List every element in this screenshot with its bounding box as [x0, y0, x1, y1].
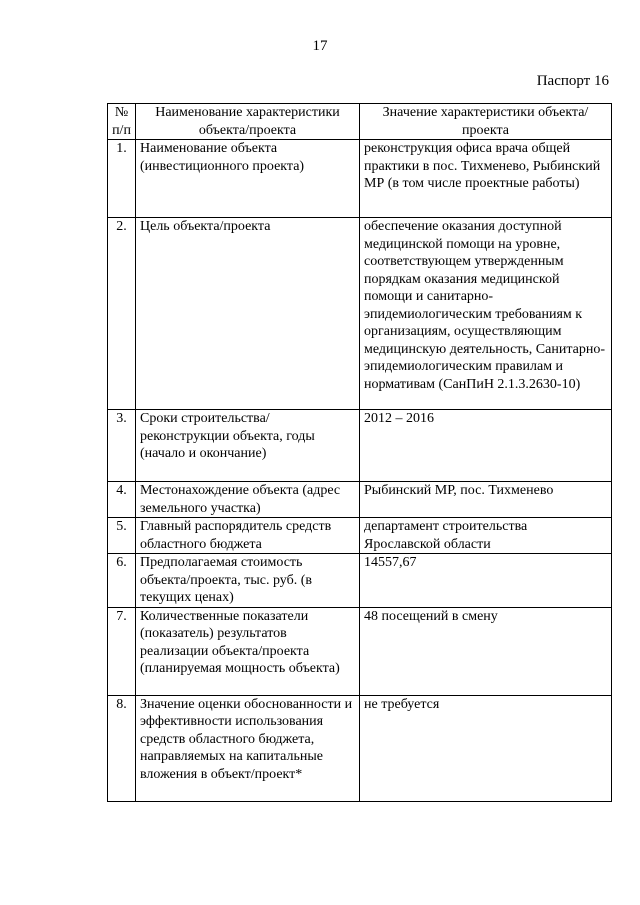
row-characteristic: Количественные показатели (показатель) результатов реализации объекта/проекта (планируемая мощность объекта) — [136, 607, 360, 695]
passport-table — [107, 103, 612, 802]
row-number: 7. — [108, 607, 136, 695]
table-row — [108, 140, 612, 218]
table-row — [108, 607, 612, 695]
row-number: 1. — [108, 140, 136, 218]
row-value: 2012 – 2016 — [360, 410, 612, 482]
row-number: 2. — [108, 218, 136, 410]
table-row — [108, 482, 612, 518]
row-characteristic: Цель объекта/проекта — [136, 218, 360, 410]
table-row — [108, 218, 612, 410]
row-number: 6. — [108, 554, 136, 608]
row-characteristic: Сроки строительства/реконструкции объекта, годы (начало и окончание) — [136, 410, 360, 482]
row-number: 4. — [108, 482, 136, 518]
row-characteristic: Наименование объекта (инвестиционного проекта) — [136, 140, 360, 218]
row-number: 8. — [108, 695, 136, 801]
row-value: не требуется — [360, 695, 612, 801]
table-row — [108, 518, 612, 554]
row-value: обеспечение оказания доступной медицинской помощи на уровне, соответствующем утвержденным порядкам оказания медицинской помощи и санитарно-эпидемиологическим требованиям к организациям, осуществляющим медицинскую деятельность, Санитарно-эпидемиологическим правилам и нормативам (СанПиН 2.1.3.2630-10) — [360, 218, 612, 410]
row-number: 3. — [108, 410, 136, 482]
row-characteristic: Главный распорядитель средств областного бюджета — [136, 518, 360, 554]
row-value: департамент строительства Ярославской области — [360, 518, 612, 554]
row-value: реконструкция офиса врача общей практики в пос. Тихменево, Рыбинский МР (в том числе проектные работы) — [360, 140, 612, 218]
page-number: 17 — [312, 38, 328, 54]
row-number: 5. — [108, 518, 136, 554]
header-name: Наименование характеристики объекта/проекта — [136, 104, 360, 140]
table-row — [108, 554, 612, 608]
row-value: Рыбинский МР, пос. Тихменево — [360, 482, 612, 518]
row-characteristic: Значение оценки обоснованности и эффективности использования средств областного бюджета, направляемых на капитальные вложения в объект/проект* — [136, 695, 360, 801]
header-num: № п/п — [108, 104, 136, 140]
table-row — [108, 695, 612, 801]
row-characteristic: Местонахождение объекта (адрес земельного участка) — [136, 482, 360, 518]
table-header-row — [108, 104, 612, 140]
table-row — [108, 410, 612, 482]
header-value: Значение характеристики объекта/проекта — [360, 104, 612, 140]
row-characteristic: Предполагаемая стоимость объекта/проекта, тыс. руб. (в текущих ценах) — [136, 554, 360, 608]
passport-label: Паспорт 16 — [536, 73, 609, 89]
row-value: 48 посещений в смену — [360, 607, 612, 695]
row-value: 14557,67 — [360, 554, 612, 608]
